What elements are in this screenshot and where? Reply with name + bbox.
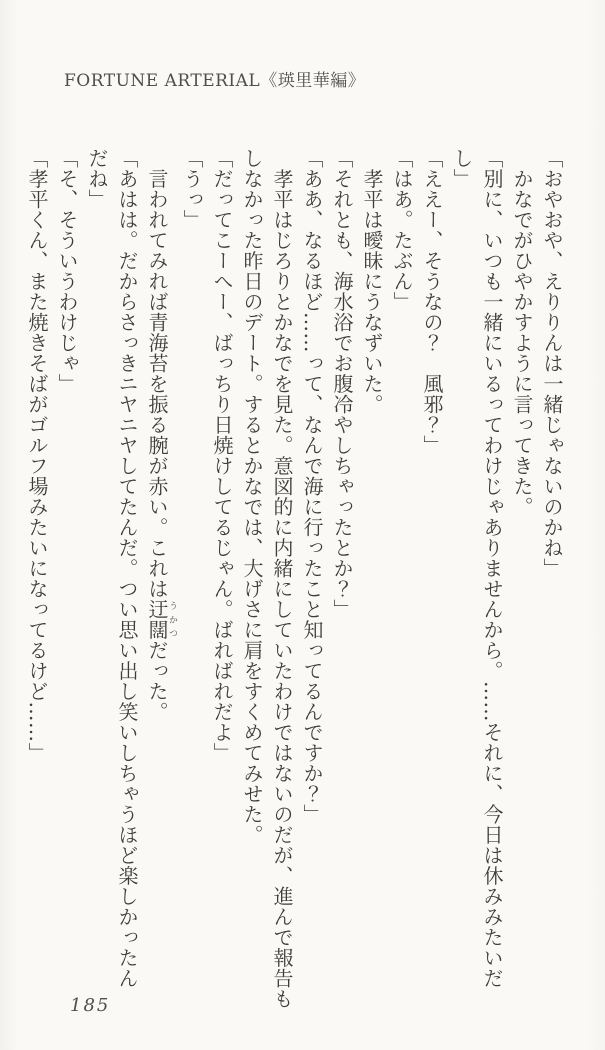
text-column: 「別に、いつも一緒にいるってわけじゃありませんから。……それに、今日は休みみたいだし」 (450, 148, 504, 989)
text-column: 孝平は曖昧にうなずいた。 (360, 148, 384, 415)
text-column: 「おやおや、えりりんは一緒じゃないのかね」 (540, 148, 564, 579)
running-header-title: FORTUNE ARTERIAL《瑛里華編》 (64, 71, 366, 91)
text-column-with-ruby (142, 148, 177, 1016)
ruby-reading: うかつ (167, 599, 177, 640)
text-column: かなでがひやかすように言ってきた。 (510, 148, 534, 517)
text-column: 「そ、そういうわけじゃ」 (55, 148, 79, 394)
text-column: 「はあ。たぶん」 (390, 148, 414, 312)
text-column: 「孝平くん、また焼きそばがゴルフ場みたいになってるけど……」 (25, 148, 49, 763)
text-column: 「ええー、そうなの？ 風邪？」 (420, 148, 444, 456)
text-segment: だった。 (145, 640, 169, 722)
text-column: 「だってこーへー、ばっちり日焼けしてるじゃん。ばればれだよ」 (210, 148, 234, 763)
vertical-text-block (22, 148, 567, 1016)
text-column: だね」 (85, 148, 109, 210)
ruby-base: 迂闊 (145, 599, 169, 640)
text-column: 「あはは。だからさっきニヤニヤしてたんだ。つい思い出し笑いしちゃうほど楽しかったん (115, 148, 139, 989)
text-column: 「ああ、なるほど……って、なんで海に行ったこと知ってるんですか？」 (300, 148, 324, 825)
page-number: 185 (70, 995, 111, 1016)
text-column: しなかった昨日のデート。するとかなでは、大げさに肩をすくめてみせた。 (240, 148, 264, 845)
text-column: 「うっ」 (180, 148, 204, 230)
text-column: 孝平はじろりとかなでを見た。意図的に内緒にしていたわけではないのだが、進んで報告も (270, 148, 294, 1009)
ruby-annotation (145, 599, 177, 640)
text-column: 「それとも、海水浴でお腹冷やしちゃったとか？」 (330, 148, 354, 620)
text-segment: 言われてみれば青海苔を振る腕が赤い。これは (145, 148, 169, 599)
